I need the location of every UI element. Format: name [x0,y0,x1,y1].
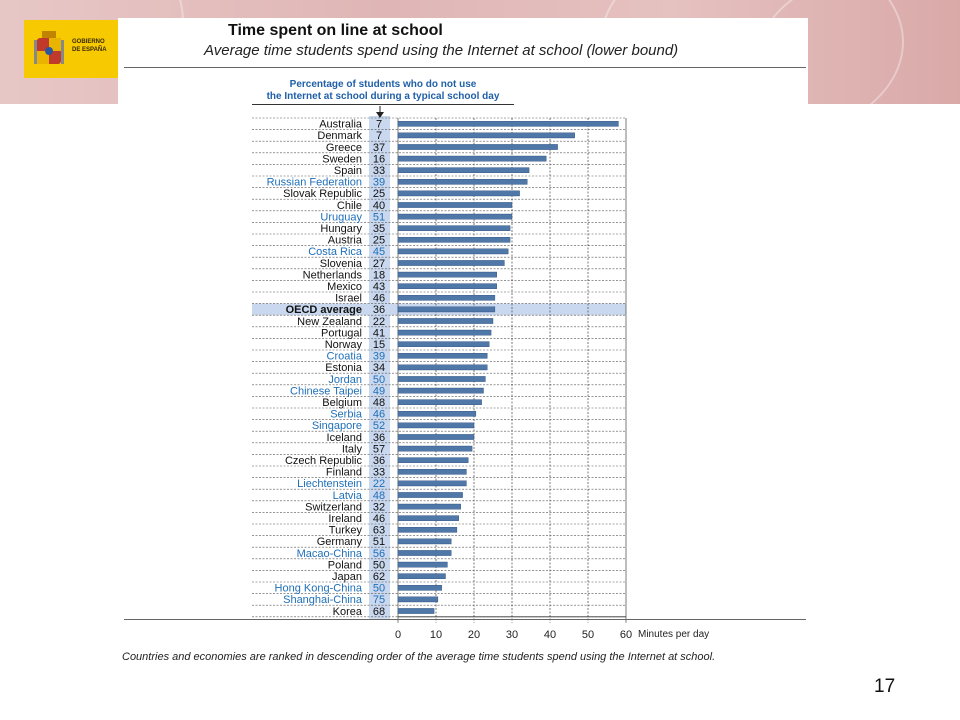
country-label: Austria [327,234,362,247]
chart-footnote: Countries and economies are ranked in descending order of the average time students spend using the Internet at school. [122,651,716,663]
country-label: Liechtenstein [297,478,362,491]
pct-not-use-label: 34 [372,362,386,375]
pct-not-use-label: 46 [372,292,386,305]
pct-not-use-label: 33 [372,165,386,177]
bar-czech-republic [398,458,468,463]
bar-norway [398,342,489,347]
pct-not-use-label: 51 [372,536,386,549]
pct-not-use-label: 46 [372,408,386,421]
pct-not-use-label: 48 [372,489,386,502]
bar-macao-china [398,550,451,555]
country-label: Finland [325,466,362,479]
pct-not-use-label: 41 [372,327,386,340]
country-label: Norway [324,339,362,351]
pct-not-use-label: 7 [375,130,383,143]
bar-austria [398,237,510,242]
chart-bottom-rule [124,619,806,620]
bar-slovak-republic [398,191,520,196]
country-label: Ireland [328,513,362,525]
pct-not-use-label: 37 [372,141,386,154]
x-tick-label: 50 [581,628,595,641]
pct-not-use-label: 40 [372,199,386,212]
pct-not-use-label: 18 [372,269,386,282]
country-label: Chinese Taipei [290,385,362,398]
bar-japan [398,574,446,579]
country-label: Korea [332,605,362,618]
country-label: Czech Republic [284,455,362,467]
bar-singapore [398,423,474,428]
country-label: Hong Kong-China [274,582,362,595]
pct-not-use-label: 50 [372,582,386,595]
bar-israel [398,295,495,300]
bar-hungary [398,226,510,231]
pct-not-use-label: 32 [372,501,386,514]
pct-not-use-label: 25 [372,234,386,247]
bar-poland [398,562,447,567]
pct-not-use-label: 48 [372,397,386,409]
country-label: Turkey [328,524,362,537]
pct-not-use-label: 39 [372,350,386,363]
bar-spain [398,168,529,173]
country-label: Italy [341,443,362,456]
chart-title: Time spent on line at school [228,22,443,39]
pct-not-use-label: 51 [372,211,386,224]
bar-australia [398,121,618,126]
x-tick-label: 10 [429,628,443,641]
x-tick-label: 20 [467,628,481,641]
country-label: Denmark [317,130,362,143]
pct-not-use-label: 25 [372,188,386,201]
bar-croatia [398,353,487,358]
pct-not-use-label: 22 [372,315,386,328]
bar-latvia [398,492,463,497]
country-label: Slovenia [319,257,362,270]
pct-not-use-label: 36 [372,455,386,467]
pct-not-use-label: 33 [372,466,386,479]
country-label: New Zealand [297,315,362,328]
pct-not-use-label: 68 [372,605,386,618]
country-label: Greece [325,141,362,154]
bar-estonia [398,365,487,370]
bar-finland [398,469,466,474]
bar-portugal [398,330,491,335]
pct-not-use-label: 50 [372,373,386,386]
bar-jordan [398,376,485,381]
page-number: 17 [874,676,896,697]
country-label: Poland [327,559,362,572]
country-label: Sweden [322,153,362,166]
pct-not-use-label: 57 [372,443,386,456]
bar-korea [398,608,434,613]
bar-switzerland [398,504,461,509]
pct-not-use-label: 50 [372,559,386,572]
country-label: Netherlands [302,269,362,282]
country-label: Singapore [311,420,362,433]
x-axis-unit-label: Minutes per day [638,628,710,640]
country-label: Uruguay [320,211,362,224]
logo-text-line1: GOBIERNO [72,39,105,45]
pct-not-use-label: 63 [372,524,386,537]
country-label: Iceland [326,431,362,444]
bar-new-zealand [398,318,493,323]
bar-turkey [398,527,457,532]
x-tick-label: 30 [505,628,519,641]
country-label: Mexico [327,281,362,293]
pct-not-use-label: 36 [372,304,386,317]
pct-not-use-label: 15 [372,339,386,351]
country-label: OECD average [285,304,362,317]
bar-germany [398,539,451,544]
country-label: Hungary [320,223,362,235]
column-header-line1: Percentage of students who do not use [289,79,477,90]
pct-not-use-label: 75 [372,594,386,607]
bar-sweden [398,156,546,161]
bar-costa-rica [398,249,508,254]
pct-not-use-label: 22 [372,478,386,491]
pct-not-use-label: 35 [372,223,386,235]
country-label: Switzerland [305,501,362,514]
bar-shanghai-china [398,597,438,602]
pct-not-use-label: 62 [372,571,386,583]
country-label: Australia [319,118,362,131]
bar-ireland [398,516,459,521]
country-label: Shanghai-China [283,594,362,607]
column-header-line2: the Internet at school during a typical school day [266,91,500,102]
x-tick-label: 60 [619,628,633,641]
bar-netherlands [398,272,497,277]
pct-not-use-label: 56 [372,547,386,560]
country-label: Belgium [322,397,362,409]
bar-chile [398,202,512,207]
country-label: Israel [335,292,362,305]
chart-subtitle: Average time students spend using the Internet at school (lower bound) [204,42,679,59]
bar-uruguay [398,214,512,219]
country-label: Croatia [326,350,362,363]
country-label: Jordan [328,373,362,386]
bar-slovenia [398,260,504,265]
pct-not-use-label: 36 [372,431,386,444]
country-label: Germany [316,536,362,549]
pct-not-use-label: 46 [372,513,386,525]
pct-not-use-label: 43 [372,281,386,293]
country-label: Japan [332,571,362,583]
country-label: Spain [333,165,362,177]
bar-italy [398,446,472,451]
bar-chinese-taipei [398,388,484,393]
bar-liechtenstein [398,481,466,486]
logo-text-line2: DE ESPAÑA [72,47,107,53]
pct-not-use-label: 27 [372,257,386,270]
country-label: Costa Rica [308,246,362,259]
country-label: Chile [336,199,362,212]
x-tick-label: 40 [543,628,557,641]
country-label: Russian Federation [266,176,362,189]
pct-not-use-label: 45 [372,246,386,259]
country-label: Latvia [332,489,362,502]
country-label: Portugal [321,327,362,340]
country-label: Macao-China [296,547,362,560]
country-label: Slovak Republic [283,188,362,201]
bar-belgium [398,400,482,405]
bar-mexico [398,284,497,289]
pct-not-use-label: 7 [375,118,383,131]
country-label: Serbia [330,408,362,421]
pct-not-use-label: 52 [372,420,386,433]
pct-not-use-label: 49 [372,385,386,398]
country-label: Estonia [325,362,362,375]
bar-iceland [398,434,474,439]
pct-not-use-label: 39 [372,176,386,189]
bar-oecd-average [398,307,495,312]
pct-not-use-label: 16 [372,153,386,166]
bar-russian-federation [398,179,527,184]
bar-serbia [398,411,476,416]
bar-greece [398,144,558,149]
x-tick-label: 0 [394,628,402,641]
bar-denmark [398,133,575,138]
bar-hong-kong-china [398,585,442,590]
